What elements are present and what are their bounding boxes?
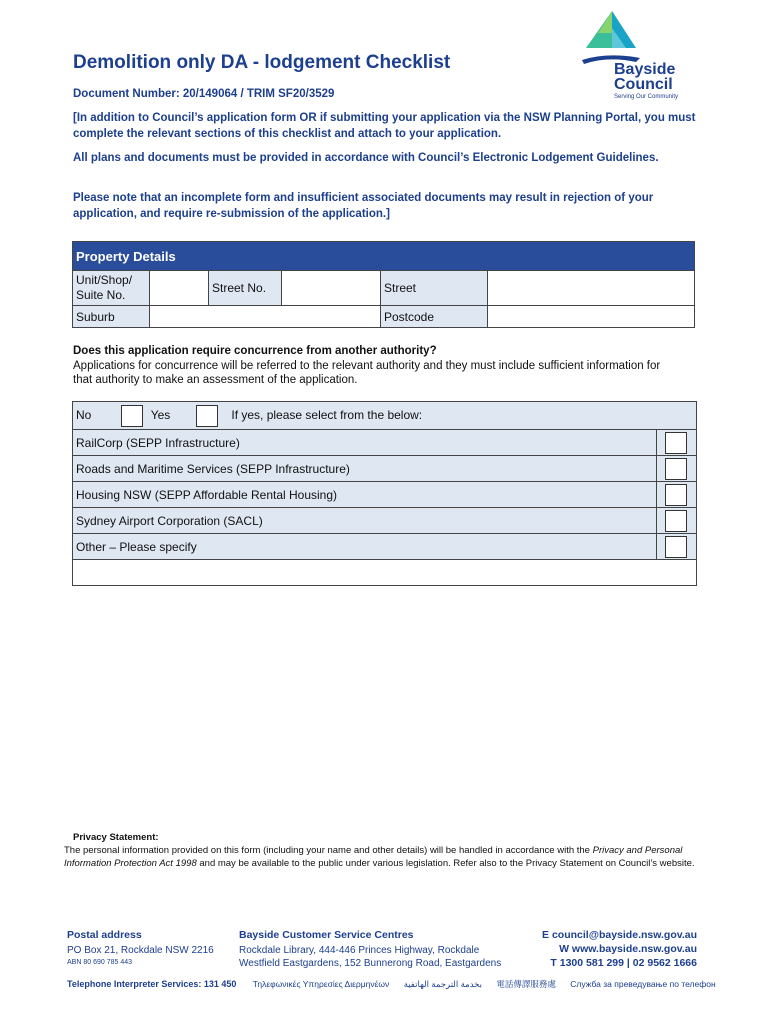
roads-maritime-checkbox[interactable] [665,458,687,480]
privacy-text-b: and may be available to the public under various legislation. Refer also to the Privacy Statement on Council’s website. [196,858,695,869]
logo-tagline: Serving Our Community [614,94,679,100]
warning-paragraph: Please note that an incomplete form and insufficient associated documents may result in rejection of your application, and require re-submission of the application.] [73,192,654,220]
postcode-input[interactable] [488,306,695,328]
option-sydney-airport: Sydney Airport Corporation (SACL) [73,508,657,534]
street-input[interactable] [488,271,695,306]
phone-line: T 1300 581 299 | 02 9562 1666 [550,957,697,969]
interpreter-label: Telephone Interpreter Services: 131 450 [67,979,237,989]
concurrence-table [72,401,697,586]
option-other: Other – Please specify [73,534,657,560]
option-roads-maritime: Roads and Maritime Services (SEPP Infrastructure) [73,456,657,482]
no-label: No [76,407,92,422]
web-line[interactable]: W www.bayside.nsw.gov.au [559,943,697,955]
concurrence-question: Does this application require concurrence from another authority? [73,345,437,357]
privacy-statement [64,844,700,870]
if-yes-label: If yes, please select from the below: [231,407,423,422]
centres-block [239,929,501,969]
unit-label: Unit/Shop/ Suite No. [73,271,150,306]
privacy-text-a: The personal information provided on this form (including your name and other details) will be handled in accordance with the [64,845,593,856]
yes-checkbox[interactable] [196,405,218,427]
centres-heading: Bayside Customer Service Centres [239,929,414,941]
intro-paragraph: [In addition to Council’s application form OR if submitting your application via the NSW Planning Portal, you must complete the relevant sections of this checklist and attach to your application. [73,112,696,140]
concurrence-text: Applications for concurrence will be referred to the relevant authority and they must include sufficient information for that authority to make an assessment of the application. [73,360,661,386]
street-no-label: Street No. [209,271,282,306]
page-title: Demolition only DA - lodgement Checklist [73,52,451,73]
street-no-input[interactable] [282,271,381,306]
option-housing-nsw: Housing NSW (SEPP Affordable Rental Housing) [73,482,657,508]
interpreter-chinese: 電話傳譯服務處 [496,979,556,989]
no-checkbox[interactable] [121,405,143,427]
postal-heading: Postal address [67,929,142,941]
other-checkbox[interactable] [665,536,687,558]
option-railcorp: RailCorp (SEPP Infrastructure) [73,430,657,456]
other-specify-input[interactable] [73,560,697,586]
centre-eastgardens: Westfield Eastgardens, 152 Bunnerong Road, Eastgardens [239,958,502,969]
postcode-label: Postcode [381,306,488,328]
interpreter-greek: Τηλεφωνικές Υπηρεσίες Διερμηνέων [252,979,390,989]
bayside-council-logo [578,8,690,104]
privacy-heading: Privacy Statement: [73,832,159,843]
privacy-act-name: Privacy and Personal Information Protection Act 1998 [64,845,683,869]
plans-paragraph: All plans and documents must be provided in accordance with Council’s Electronic Lodgement Guidelines. [73,152,659,164]
suburb-input[interactable] [150,306,381,328]
abn-line: ABN 80 690 785 443 [67,959,132,966]
interpreter-row [67,978,716,990]
logo-line-2: Council [614,76,673,93]
yes-label: Yes [150,407,171,422]
unit-input[interactable] [150,271,209,306]
suburb-label: Suburb [73,306,150,328]
interpreter-macedonian: Служба за преведување по телефон [570,979,716,989]
street-label: Street [381,271,488,306]
sydney-airport-checkbox[interactable] [665,510,687,532]
property-details-heading: Property Details [73,242,695,271]
contact-block [542,929,697,969]
interpreter-arabic: بخدمة الترجمة الهاتفية [403,979,483,989]
railcorp-checkbox[interactable] [665,432,687,454]
postal-line: PO Box 21, Rockdale NSW 2216 [67,945,214,956]
no-row [73,402,657,430]
email-line[interactable]: E council@bayside.nsw.gov.au [542,929,697,941]
centre-rockdale: Rockdale Library, 444-446 Princes Highway, Rockdale [239,945,480,956]
logo-line-1: Bayside [614,61,676,78]
postal-block [67,929,214,966]
document-number: Document Number: 20/149064 / TRIM SF20/3529 [73,88,335,100]
housing-nsw-checkbox[interactable] [665,484,687,506]
property-details-table [72,241,695,328]
